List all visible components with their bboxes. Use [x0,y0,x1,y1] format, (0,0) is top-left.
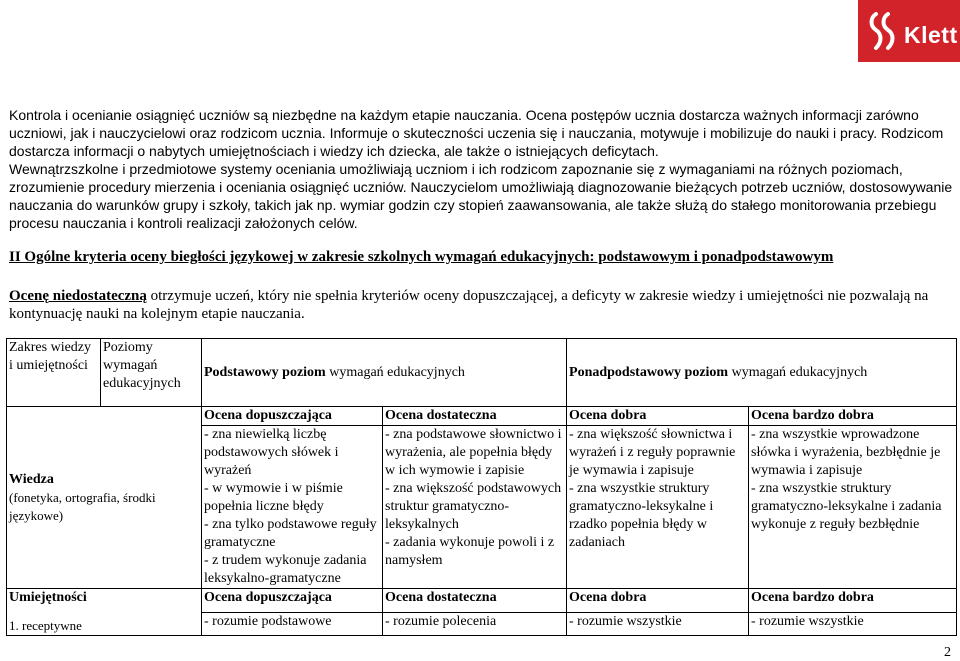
klett-logo [858,0,960,62]
grade-good: Ocena dobra [567,589,749,613]
header-advanced-bold: Ponadpodstawowy poziom [569,364,729,380]
skills-very-good-criteria: - rozumie wszystkie [749,612,957,636]
header-basic-level [202,339,567,407]
knowledge-sufficient-criteria: - zna niewielką liczbę podstawowych słówek i wyrażeń - w wymowie i w piśmie popełnia liczne błędy - zna tylko podstawowe reguły gramatyczne - z trudem wykonuje zadania leksykalno-gramatyczne [202,426,383,589]
grade-satisfactory: Ocena dostateczna [383,407,567,426]
table-header-row [7,339,957,407]
failing-grade-label: Ocenę niedostateczną [9,288,147,304]
page-number: 2 [944,645,951,660]
header-advanced-level [567,339,957,407]
grade-sufficient: Ocena dopuszczająca [202,407,383,426]
knowledge-subtitle: (fonetyka, ortografia, środki językowe) [9,489,156,523]
intro-text [9,106,954,232]
brand-name: Klett [904,22,958,48]
header-levels: Poziomy wymagań edukacyjnych [101,339,202,407]
knowledge-label-cell [7,407,202,589]
failing-grade-note [9,287,954,323]
grade-very-good: Ocena bardzo dobra [749,407,957,426]
grades-row [7,407,957,426]
grade-satisfactory: Ocena dostateczna [383,589,567,613]
klett-logo-icon [866,10,902,52]
knowledge-satisfactory-criteria: - zna podstawowe słownictwo i wyrażenia, ale popełnia błędy w ich wymowie i zapisie - zna większość podstawowych struktur gramatyczno-leksykalnych - zadania wykonuje powoli i z namysłem [383,426,567,589]
section-heading: II Ogólne kryteria oceny biegłości językowej w zakresie szkolnych wymagań edukacyjnych: podstawowym i ponadpodstawowym [9,249,834,265]
grade-sufficient: Ocena dopuszczająca [202,589,383,613]
intro-paragraph: Wewnątrzszkolne i przedmiotowe systemy oceniania umożliwiają uczniom i ich rodzicom zapoznanie się z wymaganiami na różnych poziomach, zrozumienie procedury mierzenia i oceniania osiągnięć uczniów. Nauczycielom umożliwiają diagnozowanie bieżących potrzeb uczniów, dostosowywanie nauczania do warunków grupy i szkoły, takich jak np. wymiar godzin czy stopień zaawansowania, ale także służą do stałego monitorowania przebiegu procesu nauczania i kontroli realizacji założonych celów. [9,161,953,231]
skills-good-criteria: - rozumie wszystkie [567,612,749,636]
intro-paragraph: Kontrola i ocenianie osiągnięć uczniów są niezbędne na każdym etapie nauczania. Ocena postępów ucznia dostarcza ważnych informacji zarówno uczniowi, jak i nauczycielowi oraz rodzicom ucznia. Informuje o skuteczności uczenia się i nauczania, motywuje i mobilizuje do nauki i pracy. Rodzicom dostarcza informacji o nabytych umiejętnościach i wiedzy ich dziecka, ale także o istniejących deficytach. [9,107,944,159]
grade-very-good: Ocena bardzo dobra [749,589,957,613]
skills-sufficient-criteria: - rozumie podstawowe [202,612,383,636]
knowledge-title: Wiedza [9,471,54,487]
header-advanced-rest: wymagań edukacyjnych [728,364,868,380]
knowledge-very-good-criteria: - zna wszystkie wprowadzone słówka i wyrażenia, bezbłędnie je wymawia i zapisuje - zna wszystkie struktury gramatyczno-leksykalne i zadania wykonuje z reguły bezbłędnie [749,426,957,589]
criteria-table [6,338,957,636]
grade-good: Ocena dobra [567,407,749,426]
header-scope: Zakres wiedzy i umiejętności [7,339,101,407]
skills-grades-row [7,589,957,613]
knowledge-good-criteria: - zna większość słownictwa i wyrażeń i z reguły poprawnie je wymawia i zapisuje - zna wszystkie struktury gramatyczno-leksykalne i rzadko popełnia błędy w zadaniach [567,426,749,589]
skills-subtitle: 1. receptywne [9,618,82,633]
header-basic-bold: Podstawowy poziom [204,364,326,380]
header-basic-rest: wymagań edukacyjnych [325,364,465,380]
skills-label-cell [7,589,202,636]
failing-grade-text: otrzymuje uczeń, który nie spełnia kryteriów oceny dopuszczającej, a deficyty w zakresie wiedzy i umiejętności nie pozwalają na kontynuację nauki na kolejnym etapie nauczania. [9,288,929,322]
skills-title: Umiejętności [9,590,87,605]
skills-satisfactory-criteria: - rozumie polecenia [383,612,567,636]
